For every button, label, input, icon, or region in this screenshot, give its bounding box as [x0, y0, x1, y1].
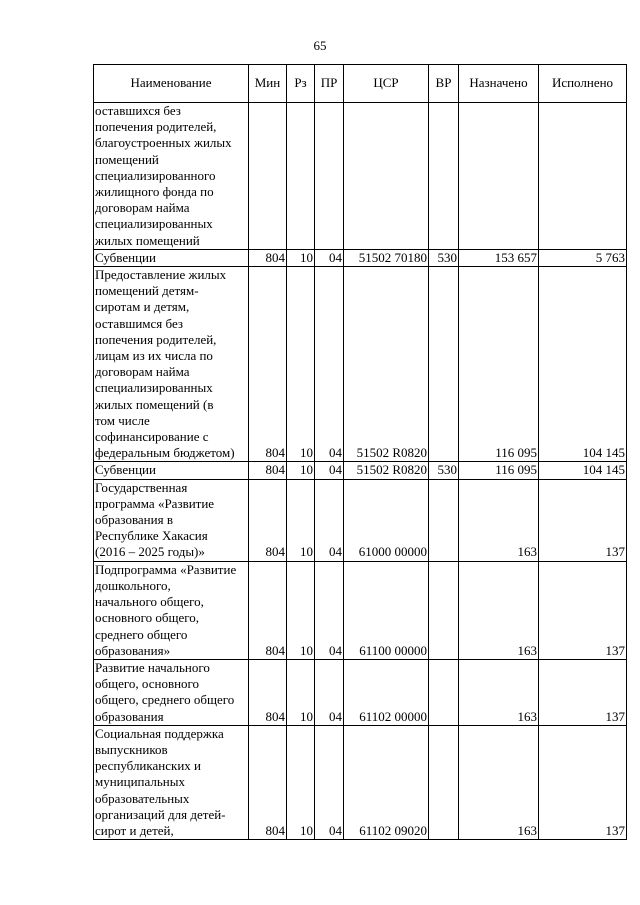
table-row: [94, 659, 627, 725]
cell-min: [249, 103, 287, 250]
table-row: [94, 249, 627, 266]
cell-csr: [344, 103, 429, 250]
cell-rz: 10: [287, 249, 315, 266]
table-header-row: [94, 65, 627, 103]
cell-pr: 04: [315, 725, 344, 839]
cell-rz: [287, 103, 315, 250]
cell-assigned: [459, 103, 539, 250]
cell-csr: 61000 00000: [344, 479, 429, 561]
cell-csr: 61102 00000: [344, 659, 429, 725]
cell-pr: [315, 103, 344, 250]
cell-rz: 10: [287, 267, 315, 462]
cell-executed: 104 145: [539, 267, 627, 462]
cell-pr: 04: [315, 267, 344, 462]
cell-assigned: 163: [459, 561, 539, 659]
column-header-assigned: Назначено: [459, 65, 539, 103]
cell-name: Субвенции: [94, 462, 249, 479]
cell-csr: 61100 00000: [344, 561, 429, 659]
table-row: [94, 462, 627, 479]
cell-assigned: 153 657: [459, 249, 539, 266]
cell-rz: 10: [287, 659, 315, 725]
column-header-vr: ВР: [429, 65, 459, 103]
cell-min: 804: [249, 725, 287, 839]
cell-executed: 137: [539, 725, 627, 839]
cell-min: 804: [249, 267, 287, 462]
cell-vr: [429, 725, 459, 839]
column-header-min: Мин: [249, 65, 287, 103]
table-row: [94, 267, 627, 462]
cell-vr: [429, 561, 459, 659]
column-header-pr: ПР: [315, 65, 344, 103]
cell-vr: [429, 479, 459, 561]
cell-assigned: 163: [459, 479, 539, 561]
cell-vr: [429, 659, 459, 725]
cell-assigned: 116 095: [459, 462, 539, 479]
cell-pr: 04: [315, 462, 344, 479]
cell-csr: 51502 70180: [344, 249, 429, 266]
cell-vr: 530: [429, 249, 459, 266]
cell-assigned: 116 095: [459, 267, 539, 462]
cell-rz: 10: [287, 561, 315, 659]
cell-name: Социальная поддержка выпускников республиканских и муниципальных образовательных организаций для детей- сирот и детей,: [94, 725, 249, 839]
cell-executed: 137: [539, 659, 627, 725]
cell-name: Субвенции: [94, 249, 249, 266]
cell-pr: 04: [315, 561, 344, 659]
cell-name: оставшихся без попечения родителей, благоустроенных жилых помещений специализированного жилищного фонда по договорам найма специализированных жилых помещений: [94, 103, 249, 250]
table-row: [94, 479, 627, 561]
cell-name: Предоставление жилых помещений детям- сиротам и детям, оставшимся без попечения родителей, лицам из их числа по договорам найма специализированных жилых помещений (в том числе софинансирование с федеральным бюджетом): [94, 267, 249, 462]
cell-executed: 137: [539, 479, 627, 561]
cell-name: Государственная программа «Развитие образования в Республике Хакасия (2016 – 2025 годы)»: [94, 479, 249, 561]
cell-executed: 104 145: [539, 462, 627, 479]
cell-csr: 51502 R0820: [344, 267, 429, 462]
table-row: [94, 725, 627, 839]
cell-rz: 10: [287, 725, 315, 839]
budget-table: [93, 64, 627, 840]
cell-csr: 61102 09020: [344, 725, 429, 839]
cell-assigned: 163: [459, 659, 539, 725]
column-header-rz: Рз: [287, 65, 315, 103]
cell-executed: 137: [539, 561, 627, 659]
cell-min: 804: [249, 561, 287, 659]
cell-min: 804: [249, 249, 287, 266]
table-row: [94, 561, 627, 659]
cell-rz: 10: [287, 462, 315, 479]
cell-pr: 04: [315, 659, 344, 725]
cell-executed: 5 763: [539, 249, 627, 266]
column-header-csr: ЦСР: [344, 65, 429, 103]
page-number: 65: [313, 38, 327, 53]
cell-name: Подпрограмма «Развитие дошкольного, начального общего, основного общего, среднего общего образования»: [94, 561, 249, 659]
cell-vr: [429, 103, 459, 250]
cell-min: 804: [249, 659, 287, 725]
column-header-executed: Исполнено: [539, 65, 627, 103]
cell-name: Развитие начального общего, основного общего, среднего общего образования: [94, 659, 249, 725]
cell-pr: 04: [315, 479, 344, 561]
cell-executed: [539, 103, 627, 250]
cell-vr: [429, 267, 459, 462]
cell-rz: 10: [287, 479, 315, 561]
cell-vr: 530: [429, 462, 459, 479]
cell-pr: 04: [315, 249, 344, 266]
cell-assigned: 163: [459, 725, 539, 839]
cell-min: 804: [249, 479, 287, 561]
cell-csr: 51502 R0820: [344, 462, 429, 479]
column-header-name: Наименование: [94, 65, 249, 103]
table-row: [94, 103, 627, 250]
cell-min: 804: [249, 462, 287, 479]
